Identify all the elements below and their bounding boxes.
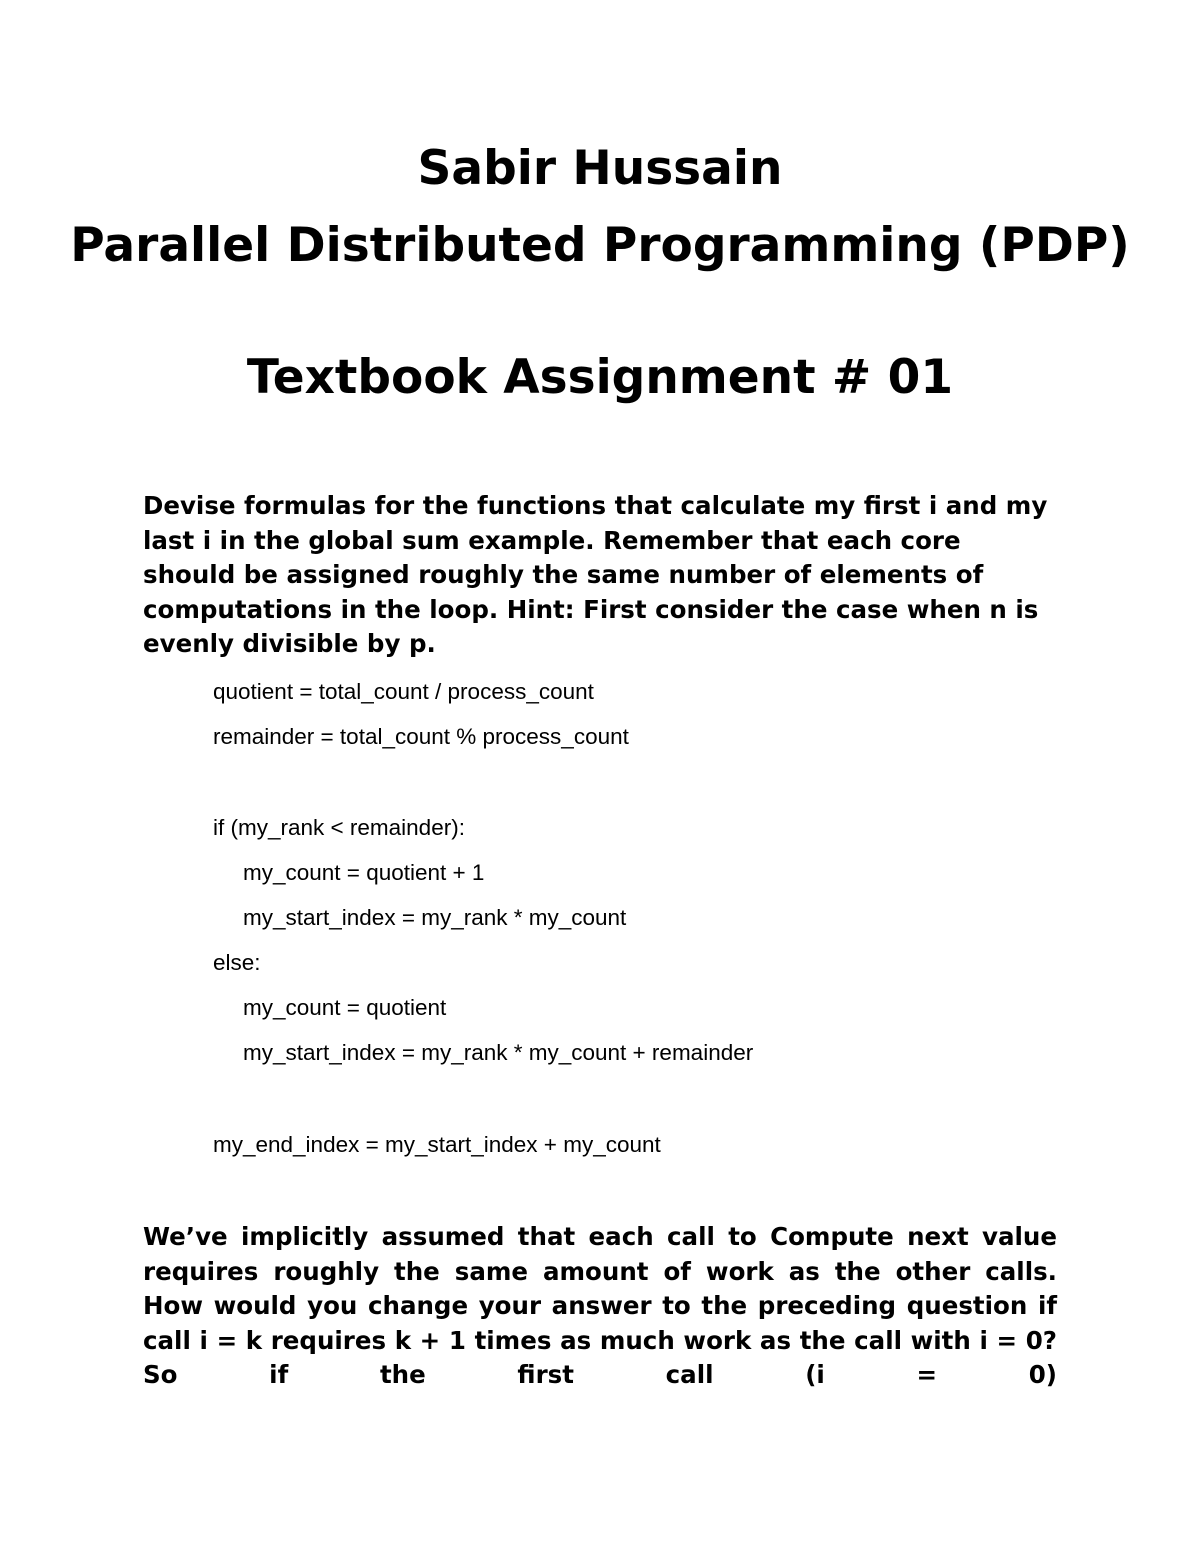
code-line-end-index: my_end_index = my_start_index + my_count [213, 1132, 661, 1157]
code-line-quotient: quotient = total_count / process_count [213, 679, 594, 704]
course-title: Parallel Distributed Programming (PDP) [70, 218, 1130, 273]
assignment-title: Textbook Assignment # 01 [246, 350, 954, 405]
question-2: We’ve implicitly assumed that each call to Compute next value requires roughly the same amount of work as the other calls. How would you change your answer to the preceding question if call i = k requires k + 1 times as much work as the call with i = 0? So if the first call (i = 0) [143, 1222, 1057, 1389]
code-line-start-index-2: my_start_index = my_rank * my_count + remainder [243, 1040, 754, 1065]
code-line-count-plus-one: my_count = quotient + 1 [243, 860, 485, 885]
code-line-start-index-1: my_start_index = my_rank * my_count [243, 905, 627, 930]
author-name: Sabir Hussain [417, 141, 783, 196]
question-1: Devise formulas for the functions that calculate my first i and my last i in the global sum example. Remember that each core should be assigned roughly the same number of elements of computations in the loop. Hint: First consider the case when n is evenly divisible by p. [143, 491, 1048, 658]
code-line-if: if (my_rank < remainder): [213, 815, 465, 840]
code-line-count-quotient: my_count = quotient [243, 995, 447, 1020]
code-line-else: else: [213, 950, 261, 975]
code-line-remainder: remainder = total_count % process_count [213, 724, 629, 749]
